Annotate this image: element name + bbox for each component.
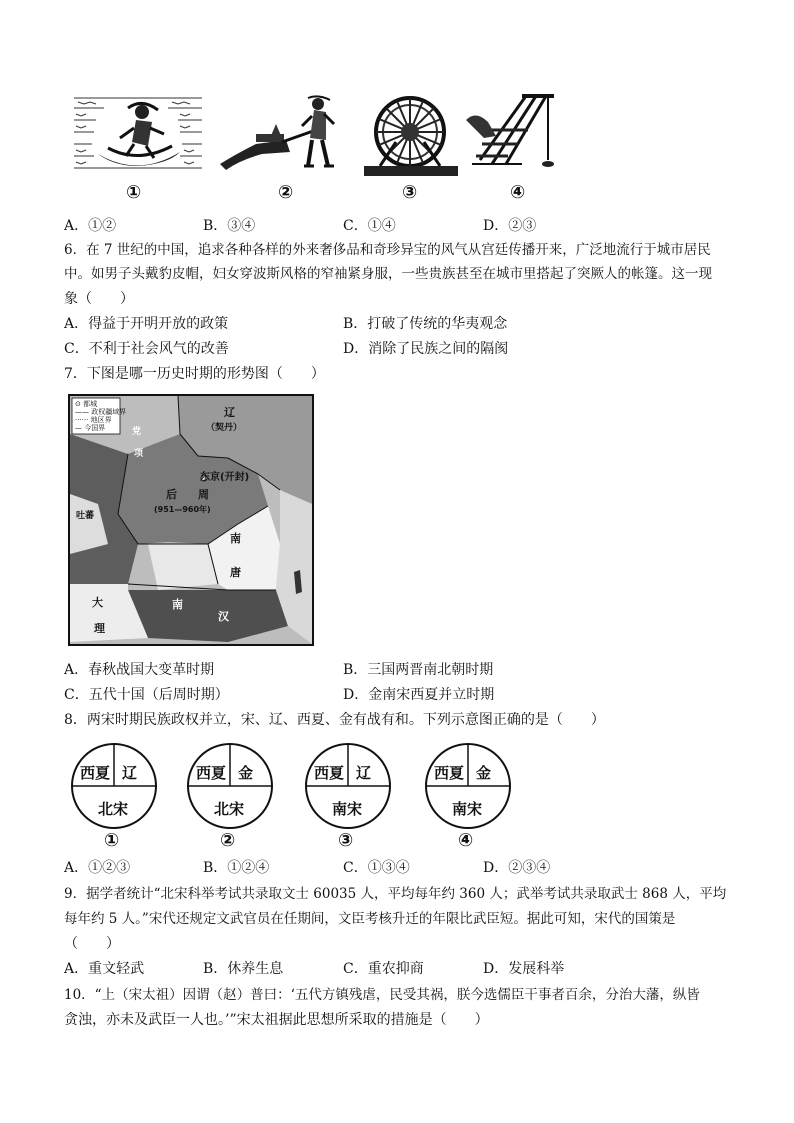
tool-4-number: ④ (510, 182, 526, 203)
tool-3-image (360, 90, 462, 180)
q5-option-c[interactable]: C．①④ (343, 218, 396, 234)
map-label-zhou: 周 (198, 488, 209, 501)
map-label-da: 大 (92, 596, 103, 609)
map-label-hou: 后 (166, 488, 177, 501)
tool-4-image (462, 90, 562, 178)
q8-circle-1-tr: 辽 (122, 764, 138, 782)
map-label-dang: 党 (132, 427, 142, 437)
q8-circle-3-number: ③ (338, 830, 354, 851)
q10-stem-line-2: 贪浊，亦未及武臣一人也。’”宋太祖据此思想所采取的措施是（ ） (64, 1012, 489, 1028)
q8-circle-2-number: ② (220, 830, 236, 851)
q9-stem-line-2: 每年约 5 人。”宋代还规定文武官员在任期间，文臣考核升迁的年限比武臣短。据此可知，宋代的国策是 (64, 911, 676, 927)
q7-option-d[interactable]: D．金南宋西夏并立时期 (343, 687, 495, 703)
map-label-years: (951—960年) (154, 505, 211, 514)
tool-1-number: ① (126, 182, 142, 203)
map-label-xiang: 项 (134, 449, 144, 459)
q9-option-d[interactable]: D．发展科举 (483, 961, 565, 977)
q6-stem-line-3: 象（ ） (64, 291, 134, 307)
q6-option-b[interactable]: B．打破了传统的华夷观念 (343, 316, 508, 332)
q9-option-a[interactable]: A．重文轻武 (64, 961, 145, 977)
map-label-liao: 辽 (224, 406, 235, 419)
q8-circle-1-number: ① (104, 830, 120, 851)
q5-option-a[interactable]: A．①② (64, 218, 117, 234)
map-label-nan: 南 (230, 532, 241, 545)
q9-option-c[interactable]: C．重农抑商 (343, 961, 424, 977)
q7-option-a[interactable]: A．春秋战国大变革时期 (64, 662, 215, 678)
tool-3-number: ③ (402, 182, 418, 203)
q7-option-b[interactable]: B．三国两晋南北朝时期 (343, 662, 494, 678)
q6-stem-line-2: 中。如男子头戴豹皮帽，妇女穿波斯风格的窄袖紧身服，一些贵族甚至在城市里搭起了突厥人的帐篷。这一现 (64, 266, 712, 282)
q8-circle-2-tr: 金 (238, 764, 254, 782)
map-label-han: 汉 (218, 610, 229, 623)
q8-circle-1-bottom: 北宋 (98, 800, 129, 818)
tool-2-image (216, 94, 346, 180)
map-legend-capital: ⊙ 都城 (75, 400, 98, 408)
map-label-tubo: 吐蕃 (76, 511, 95, 521)
q7-stem: 7．下图是哪一历史时期的形势图（ ） (64, 366, 325, 382)
q8-circle-4-tr: 金 (476, 764, 492, 782)
q8-stem: 8．两宋时期民族政权并立，宋、辽、西夏、金有战有和。下列示意图正确的是（ ） (64, 712, 605, 728)
q8-circle-1 (70, 742, 158, 830)
q8-circle-4-number: ④ (458, 830, 474, 851)
q7-map-svg (68, 394, 314, 646)
q8-option-d[interactable]: D．②③④ (483, 860, 551, 876)
q8-option-a[interactable]: A．①②③ (64, 860, 131, 876)
q8-option-c[interactable]: C．①③④ (343, 860, 410, 876)
q8-circle-1-tl: 西夏 (80, 764, 111, 782)
q8-circle-4-tl: 西夏 (434, 764, 465, 782)
map-label-qidan: （契丹） (206, 423, 243, 433)
q8-circle-3 (304, 742, 392, 830)
map-legend-border: —— 政权疆域界 (75, 408, 127, 416)
tool-2-number: ② (278, 182, 294, 203)
q5-option-b[interactable]: B．③④ (203, 218, 256, 234)
q8-circle-2 (186, 742, 274, 830)
q8-circle-4 (424, 742, 512, 830)
map-label-dongjing: 东京(开封) (200, 472, 250, 483)
map-label-tang: 唐 (230, 566, 241, 579)
q6-option-d[interactable]: D．消除了民族之间的隔阂 (343, 341, 509, 357)
map-legend-region: ······ 地区界 (75, 416, 112, 424)
q8-option-b[interactable]: B．①②④ (203, 860, 270, 876)
q8-circle-3-tl: 西夏 (314, 764, 345, 782)
q8-circle-4-bottom: 南宋 (452, 800, 483, 818)
q5-figure-strip (64, 86, 564, 208)
q7-option-c[interactable]: C．五代十国（后周时期） (64, 687, 229, 703)
q9-stem-line-1: 9．据学者统计“北宋科举考试共录取文士 60035 人，平均每年约 360 人；武举考试共录取武士 868 人，平均 (64, 886, 727, 902)
q9-option-b[interactable]: B．休养生息 (203, 961, 284, 977)
q6-option-c[interactable]: C．不利于社会风气的改善 (64, 341, 229, 357)
q6-stem-line-1: 6．在 7 世纪的中国，追求各种各样的外来奢侈品和奇珍异宝的风气从宫廷传播开来，广泛地流行于城市居民 (64, 242, 711, 258)
map-legend-modern: — 今国界 (75, 424, 106, 432)
q8-circle-2-bottom: 北宋 (214, 800, 245, 818)
map-label-li: 理 (94, 622, 105, 635)
q8-diagrams (66, 738, 522, 850)
tool-1-image (68, 88, 208, 180)
q6-option-a[interactable]: A．得益于开明开放的政策 (64, 316, 229, 332)
map-label-nan2: 南 (172, 598, 183, 611)
q7-map (68, 394, 314, 646)
q9-stem-line-3: （ ） (64, 936, 120, 952)
q8-circle-2-tl: 西夏 (196, 764, 227, 782)
q8-circle-3-tr: 辽 (356, 764, 372, 782)
q5-option-d[interactable]: D．②③ (483, 218, 537, 234)
q8-circle-3-bottom: 南宋 (332, 800, 363, 818)
q10-stem-line-1: 10．“上（宋太祖）因谓（赵）普曰：‘五代方镇残虐，民受其祸，朕今选儒臣干事者百余，分治大藩，纵皆 (64, 987, 700, 1003)
